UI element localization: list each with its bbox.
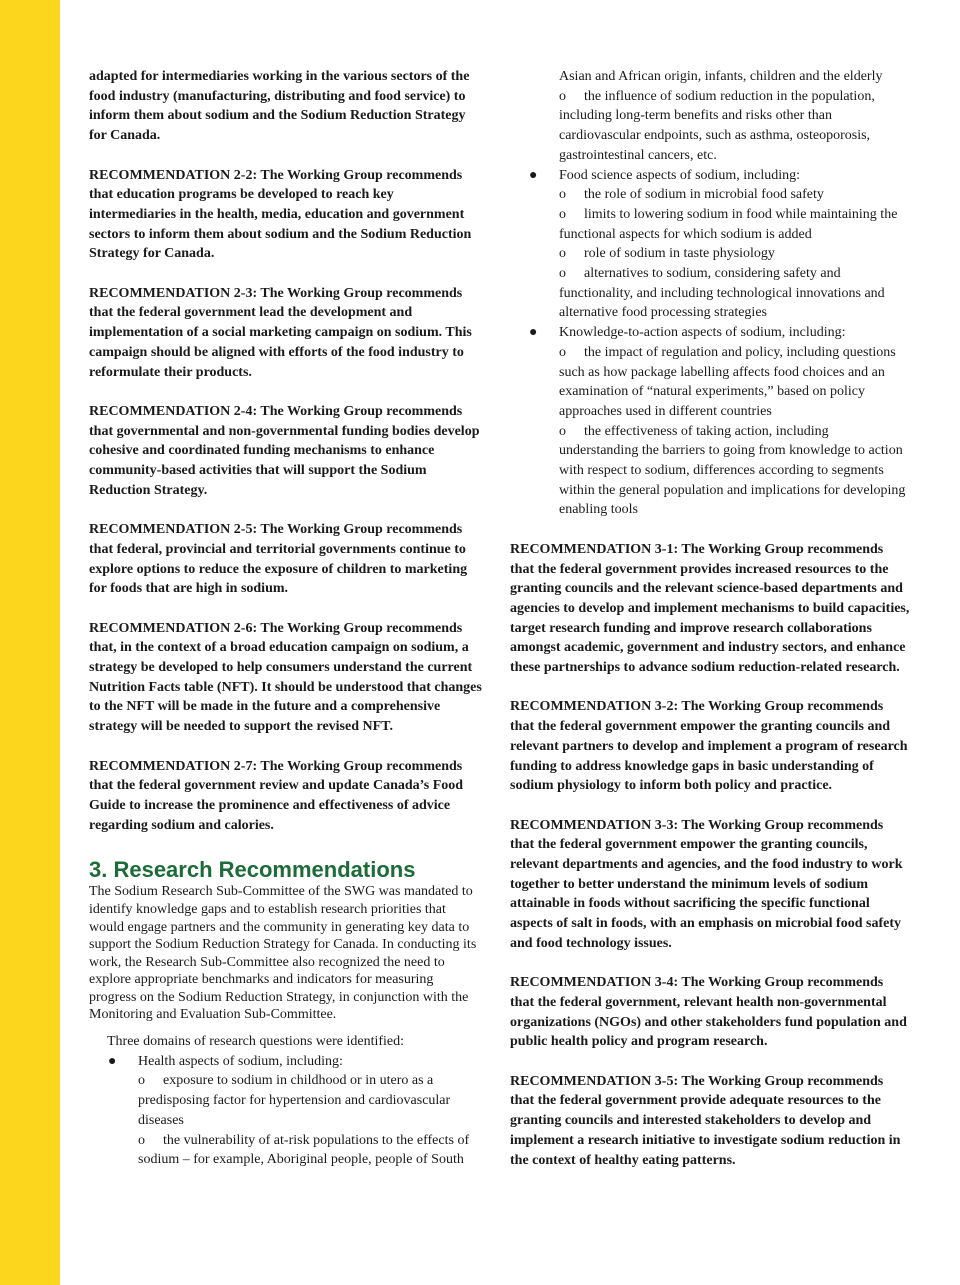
- recommendation-2-2: RECOMMENDATION 2-2: The Working Group recommends that education programs be developed to reach key intermediaries in the health, media, education and government sectors to inform them about sodium and the Sodium Reduction Strategy for Canada.: [89, 167, 472, 262]
- sub-bullet-icon: o: [559, 423, 566, 439]
- list-item-knowledge-to-action: [510, 323, 910, 343]
- sub-item-text: the effectiveness of taking action, including understanding the barriers to going from knowledge to action with respect to sodium, differences according to segments within the general population and implications for developing enabling tools: [559, 423, 906, 518]
- health-sublist: [89, 1071, 484, 1170]
- sub-item: [510, 264, 910, 323]
- sub-item: [138, 1071, 484, 1130]
- recommendation-2-5: RECOMMENDATION 2-5: The Working Group recommends that federal, provincial and territorial governments continue to explore options to reduce the exposure of children to marketing for foods that are high in sodium.: [89, 522, 468, 597]
- sub-item: [510, 244, 910, 264]
- sub-item: [510, 87, 910, 166]
- sub-item-text: alternatives to sodium, considering safety and functionality, and including technological innovations and alternative food processing strategies: [559, 266, 885, 321]
- section-body: The Sodium Research Sub-Committee of the SWG was mandated to identify knowledge gaps and to establish research priorities that would engage partners and the community in generating key data to support the Sodium Reduction Strategy for Canada. In conducting its work, the Research Sub-Committee also recognized the need to explore appropriate benchmarks and indicators for measuring progress on the Sodium Reduction Strategy, in conjunction with the Monitoring and Evaluation Sub-Committee.: [89, 884, 477, 1023]
- sub-item-text: exposure to sodium in childhood or in utero as a predisposing factor for hypertension and cardiovascular diseases: [138, 1073, 451, 1128]
- bullet-icon: ●: [529, 325, 538, 341]
- bullet-text: Health aspects of sodium, including:: [138, 1053, 343, 1069]
- bullet-icon: ●: [108, 1053, 117, 1069]
- sub-item-text: the role of sodium in microbial food safety: [584, 187, 824, 203]
- sub-bullet-icon: o: [559, 246, 566, 262]
- bullet-text: Knowledge-to-action aspects of sodium, including:: [559, 325, 846, 341]
- section-heading: 3. Research Recommendations: [89, 857, 416, 883]
- sub-item: [510, 343, 910, 422]
- sub-bullet-icon: o: [559, 206, 566, 222]
- sub-bullet-icon: o: [559, 344, 566, 360]
- sub-bullet-icon: o: [559, 187, 566, 203]
- sub-item: [510, 185, 910, 205]
- yellow-margin-stripe: [0, 0, 60, 1285]
- sub-item-text: the vulnerability of at-risk populations to the effects of sodium – for example, Aboriginal people, people of South: [138, 1132, 470, 1168]
- recommendation-2-6: RECOMMENDATION 2-6: The Working Group recommends that, in the context of a broad education campaign on sodium, a strategy be developed to help consumers understand the current Nutrition Facts table (NFT). It should be understood that changes to the NFT will be made in the future and a comprehensive strategy will be needed to support the revised NFT.: [89, 620, 482, 735]
- sub-item-text: role of sodium in taste physiology: [584, 246, 775, 262]
- sub-item: [510, 205, 910, 244]
- sub-item-text: the influence of sodium reduction in the population, including long-term benefits and risks other than cardiovascular endpoints, such as asthma, osteoporosis, gastrointestinal cancers, etc.: [559, 88, 875, 163]
- recommendation-2-3: RECOMMENDATION 2-3: The Working Group recommends that the federal government lead the development and implementation of a social marketing campaign on sodium. This campaign should be aligned with efforts of the food industry to reformulate their products.: [89, 285, 472, 380]
- sub-item: [510, 422, 910, 521]
- sub-bullet-icon: o: [559, 266, 566, 282]
- sub-bullet-icon: o: [138, 1073, 145, 1089]
- bullet-text: Food science aspects of sodium, including:: [559, 167, 801, 183]
- sub-bullet-icon: o: [559, 88, 566, 104]
- right-column: [510, 67, 910, 1170]
- paragraph-continuation: adapted for intermediaries working in the various sectors of the food industry (manufacturing, distributing and food service) to inform them about sodium and the Sodium Reduction Strategy for Canada.: [89, 69, 470, 144]
- sub-item-continuation: Asian and African origin, infants, children and the elderly: [559, 69, 883, 84]
- bullet-icon: ●: [529, 167, 538, 183]
- left-column: [89, 67, 484, 1170]
- list-item-food-science: [510, 166, 910, 186]
- recommendation-2-7: RECOMMENDATION 2-7: The Working Group recommends that the federal government review and update Canada’s Food Guide to increase the prominence and effectiveness of advice regarding sodium and calories.: [89, 758, 464, 833]
- recommendation-3-1: RECOMMENDATION 3-1: The Working Group recommends that the federal government provides increased resources to the granting councils and the relevant science-based departments and agencies to develop and implement mechanisms to build capacities, target research funding and improve research collaborations amongst academic, government and industry sectors, and enhance these partnerships to advance sodium reduction-related research.: [510, 541, 910, 676]
- recommendation-3-3: RECOMMENDATION 3-3: The Working Group recommends that the federal government empower the granting councils, relevant departments and agencies, and the food industry to work together to better understand the minimum levels of sodium attainable in foods without sacrificing the specific functional aspects of salt in foods, with an emphasis on microbial food safety and food technology issues.: [510, 817, 903, 951]
- sub-item: [138, 1131, 484, 1170]
- sub-bullet-icon: o: [138, 1132, 145, 1148]
- sub-item-text: the impact of regulation and policy, including questions such as how package labelling affects food choices and an examination of “natural experiments,” based on policy approaches used in different countries: [559, 344, 896, 419]
- recommendation-2-4: RECOMMENDATION 2-4: The Working Group recommends that governmental and non-governmental funding bodies develop cohesive and coordinated funding mechanisms to enhance community-based activities that will support the Sodium Reduction Strategy.: [89, 403, 480, 498]
- domains-intro: Three domains of research questions were identified:: [107, 1034, 405, 1050]
- recommendation-3-2: RECOMMENDATION 3-2: The Working Group recommends that the federal government empower the granting councils and relevant partners to develop and implement a program of research funding to address knowledge gaps in basic understanding of sodium physiology to inform both policy and practice.: [510, 699, 908, 794]
- list-item-health: [89, 1052, 484, 1072]
- sub-item-text: limits to lowering sodium in food while maintaining the functional aspects for which sodium is added: [559, 206, 898, 242]
- recommendation-3-5: RECOMMENDATION 3-5: The Working Group recommends that the federal government provide adequate resources to the granting councils and interested stakeholders to develop and implement a research initiative to investigate sodium reduction in the context of healthy eating patterns.: [510, 1073, 901, 1168]
- recommendation-3-4: RECOMMENDATION 3-4: The Working Group recommends that the federal government, relevant health non-governmental organizations (NGOs) and other stakeholders fund population and public health policy and program research.: [510, 975, 907, 1050]
